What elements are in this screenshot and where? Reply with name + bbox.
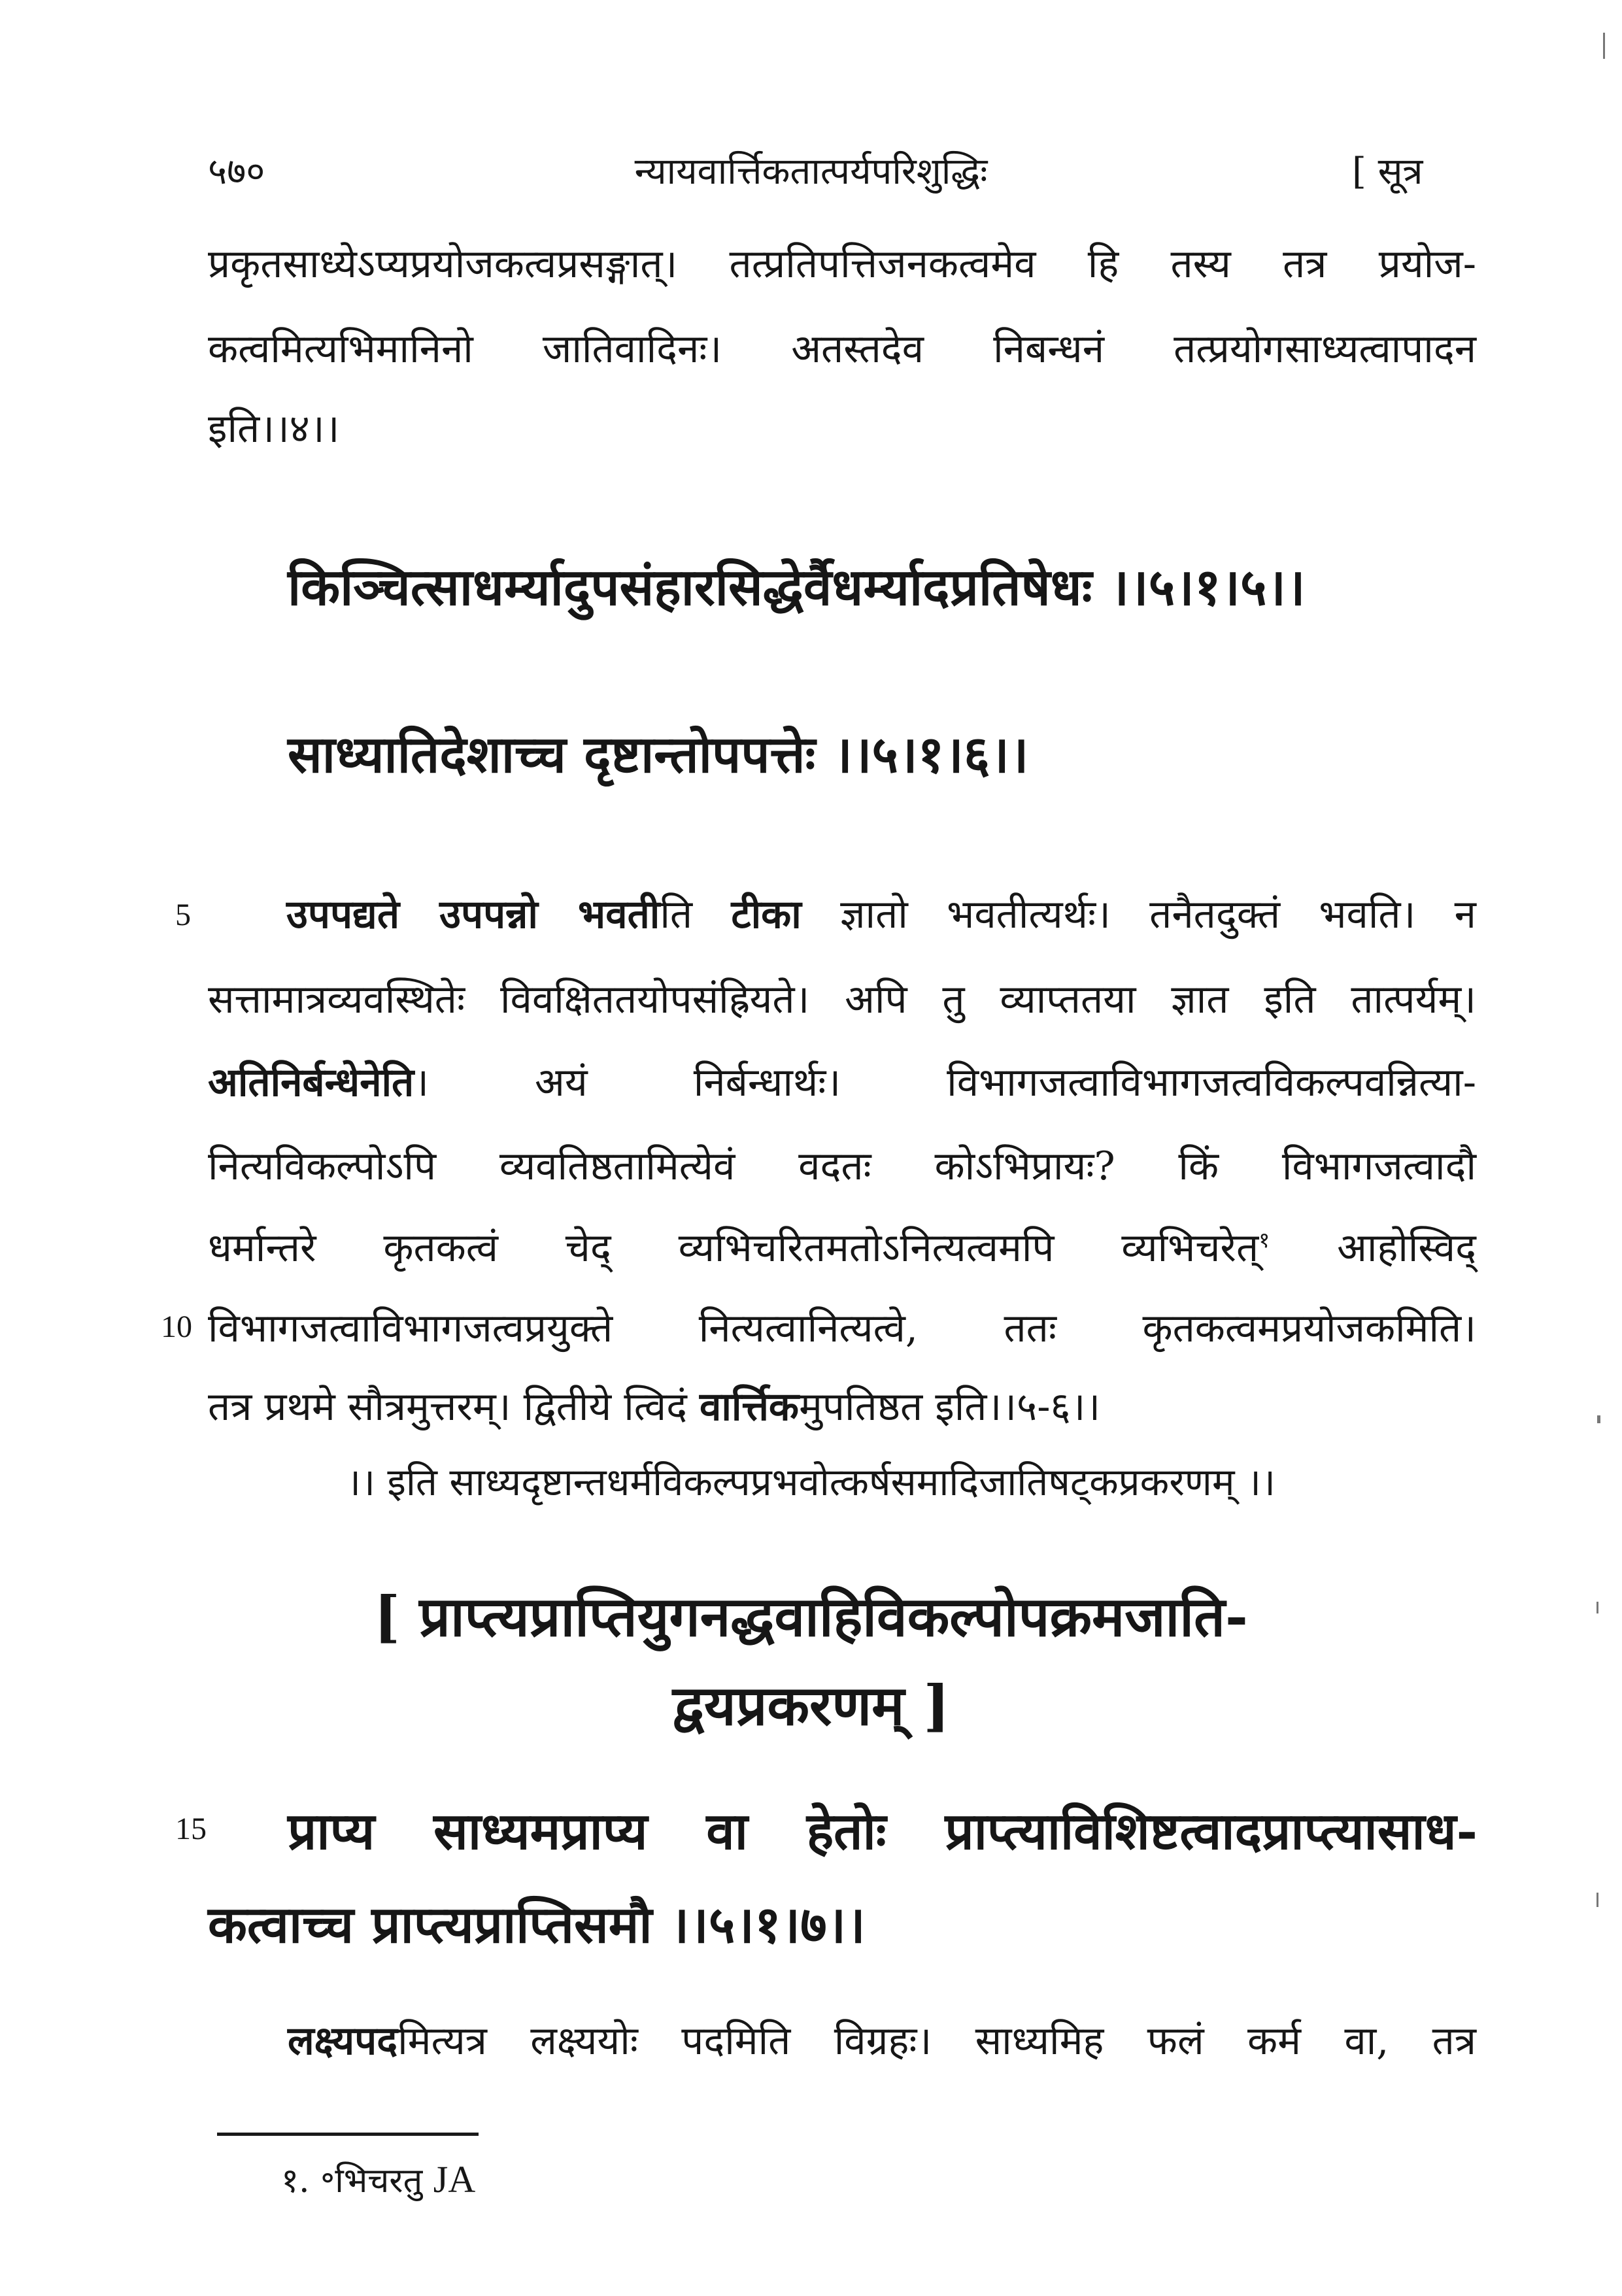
commentary-line-3 [208,1054,1476,1107]
scan-speck [1597,1602,1598,1613]
lemma-atinirbandhena: अतिनिर्बन्धेनेति [208,1060,414,1106]
section-heading-line-1: [ प्राप्त्यप्राप्तियुगनद्धवाहिविकल्पोपक्रमजाति- [374,1584,1248,1649]
footnote-ref: १ [1259,1227,1270,1253]
commentary-text: धर्मान्तरे कृतकत्वं चेद् व्यभिचरितमतोऽनित्यत्वमपि व्यभिचरेत् [208,1225,1259,1271]
commentary-text: मित्यत्र लक्ष्ययोः पदमिति विग्रहः। साध्यमिह फलं कर्म वा, तत्र [397,2018,1476,2064]
sutra-5-1-5: किञ्चित्साधर्म्यादुपसंहारसिद्धेर्वैधर्म्यादप्रतिषेधः ।।५।१।५।। [288,558,1306,617]
scan-speck [1597,1415,1600,1423]
footnote [281,2156,475,2203]
commentary-line-1 [286,886,1476,939]
scan-speck [1603,33,1605,59]
commentary-line-2: सत्तामात्रव्यवस्थितेः विवक्षिततयोपसंह्रियते। अपि तु व्याप्ततया ज्ञात इति तात्पर्यम्। [208,977,1476,1022]
section-label: [ सूत्र [1352,150,1423,193]
sutra-5-1-7-line-1: प्राप्य साध्यमप्राप्य वा हेतोः प्राप्त्याविशिष्टत्वादप्राप्त्यासाध- [288,1802,1478,1861]
scan-speck [1597,1893,1598,1907]
line-number-15: 15 [175,1812,207,1846]
commentary-text: ति [660,892,732,937]
lemma-tika: टीका [731,892,802,937]
commentary-text: तत्र प्रथमे सौत्रमुत्तरम्। द्वितीये त्विदं [208,1384,700,1430]
line-number-5: 5 [175,898,191,932]
lemma-upapadyate: उपपद्यते उपपन्नो भवती [286,892,660,937]
intro-line-2: कत्वमित्यभिमानिनो जातिवादिनः। अतस्तदेव निबन्धनं तत्प्रयोगसाध्यत्वापादन [208,326,1476,372]
commentary-text: ज्ञातो भवतीत्यर्थः। तनैतदुक्तं भवति। न [801,892,1476,937]
footnote-text: ॰भिचरतु [320,2161,423,2201]
line-number-10: 10 [161,1309,192,1344]
footnote-marker: १. [281,2161,310,2201]
commentary-text: मुपतिष्ठत इति।।५-६।। [799,1384,1101,1430]
commentary-line-7 [208,1378,1476,1432]
footnote-siglum: JA [433,2158,476,2201]
commentary-text: आहोस्विद् [1270,1225,1476,1271]
page-number: ५७० [208,150,265,193]
section-heading-line-2: द्वयप्रकरणम् ] [672,1673,950,1738]
running-title: न्यायवार्त्तिकतात्पर्यपरिशुद्धिः [634,150,988,193]
commentary-last-line [288,2012,1476,2066]
lemma-lakshyapada: लक्ष्यपद [288,2018,398,2064]
commentary-line-5 [208,1219,1476,1273]
commentary-text: । अयं निर्बन्धार्थः। विभागजत्वाविभागजत्वविकल्पवन्नित्या- [414,1060,1476,1106]
footnote-rule [217,2133,479,2136]
lemma-varttika: वार्त्तिक [700,1384,799,1430]
commentary-line-6: विभागजत्वाविभागजत्वप्रयुक्ते नित्यत्वानित्यत्वे, ततः कृतकत्वमप्रयोजकमिति। [208,1306,1476,1351]
prakarana-colophon: ।। इति साध्यदृष्टान्तधर्मविकल्पप्रभवोत्कर्षसमादिजातिषट्कप्रकरणम् ।। [346,1460,1276,1504]
intro-line-3: इति।।४।। [208,406,340,452]
commentary-line-4: नित्यविकल्पोऽपि व्यवतिष्ठतामित्येवं वदतः कोऽभिप्रायः? किं विभागजत्वादौ [208,1143,1476,1189]
intro-line-1: प्रकृतसाध्येऽप्यप्रयोजकत्वप्रसङ्गात्। तत्प्रतिपत्तिजनकत्वमेव हि तस्य तत्र प्रयोज- [208,241,1476,287]
sutra-5-1-6: साध्यातिदेशाच्च दृष्टान्तोपपत्तेः ।।५।१।६।। [288,725,1029,785]
sutra-5-1-7-line-2: कत्वाच्च प्राप्त्यप्राप्तिसमौ ।।५।१।७।। [208,1895,866,1955]
